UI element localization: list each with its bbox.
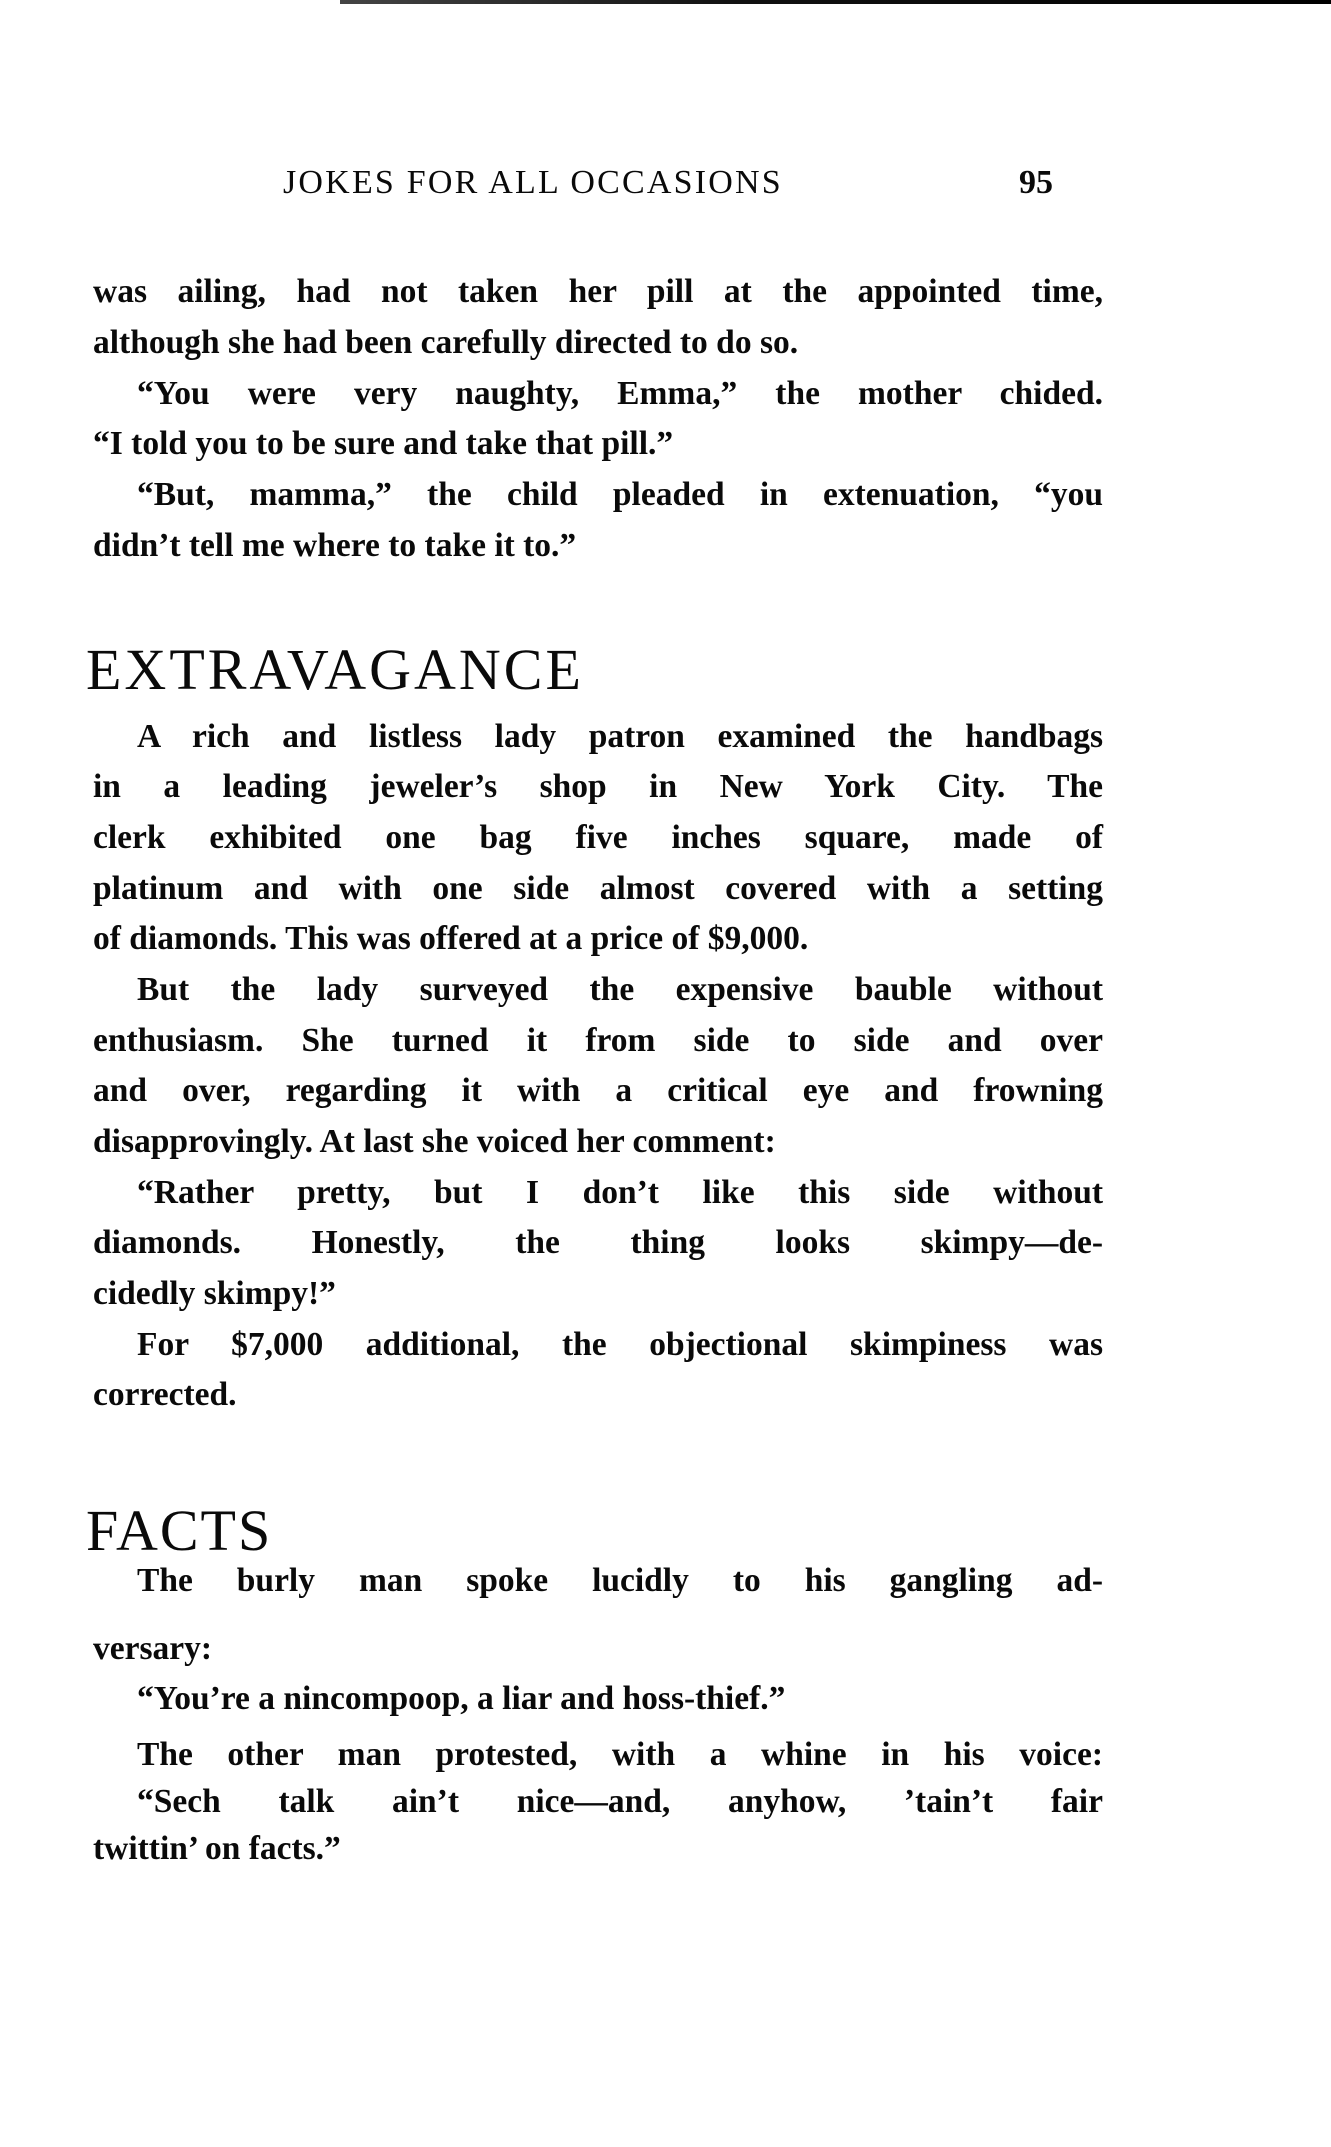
section-heading-facts: FACTS: [86, 1498, 273, 1563]
text-line: platinum and with one side almost covered with a setting: [93, 870, 1103, 907]
text-line: although she had been carefully directed to do so.: [93, 324, 799, 361]
text-line: “I told you to be sure and take that pill.”: [93, 425, 674, 462]
text-line: “You’re a nincompoop, a liar and hoss-thief.”: [137, 1680, 786, 1717]
text-line: versary:: [93, 1630, 213, 1667]
page-number: 95: [1019, 164, 1053, 201]
text-line: in a leading jeweler’s shop in New York City. The: [93, 768, 1103, 805]
text-line: corrected.: [93, 1376, 237, 1413]
text-line: enthusiasm. She turned it from side to side and over: [93, 1022, 1103, 1059]
text-line: “You were very naughty, Emma,” the mother chided.: [137, 375, 1103, 412]
running-title: JOKES FOR ALL OCCASIONS: [283, 164, 783, 201]
text-line: A rich and listless lady patron examined the handbags: [137, 718, 1103, 755]
text-line: didn’t tell me where to take it to.”: [93, 527, 577, 564]
text-line: “Rather pretty, but I don’t like this side without: [137, 1174, 1103, 1211]
text-line: The other man protested, with a whine in his voice:: [137, 1736, 1103, 1773]
text-line: “Sech talk ain’t nice—and, anyhow, ’tain’t fair: [137, 1783, 1103, 1820]
text-line: was ailing, had not taken her pill at the appointed time,: [93, 273, 1103, 310]
text-line: “But, mamma,” the child pleaded in extenuation, “you: [137, 476, 1103, 513]
text-line: The burly man spoke lucidly to his gangling ad-: [137, 1562, 1103, 1599]
running-head: [283, 164, 1123, 204]
text-line: of diamonds. This was offered at a price of $9,000.: [93, 920, 809, 957]
section-heading-extravagance: EXTRAVAGANCE: [86, 637, 584, 702]
text-line: twittin’ on facts.”: [93, 1830, 341, 1867]
text-line: and over, regarding it with a critical eye and frowning: [93, 1072, 1103, 1109]
text-line: diamonds. Honestly, the thing looks skimpy—de-: [93, 1224, 1103, 1261]
text-line: For $7,000 additional, the objectional skimpiness was: [137, 1326, 1103, 1363]
text-line: But the lady surveyed the expensive bauble without: [137, 971, 1103, 1008]
text-line: clerk exhibited one bag five inches square, made of: [93, 819, 1103, 856]
text-line: cidedly skimpy!”: [93, 1275, 336, 1312]
scan-edge-border: [340, 0, 1331, 4]
text-line: disapprovingly. At last she voiced her comment:: [93, 1123, 776, 1160]
